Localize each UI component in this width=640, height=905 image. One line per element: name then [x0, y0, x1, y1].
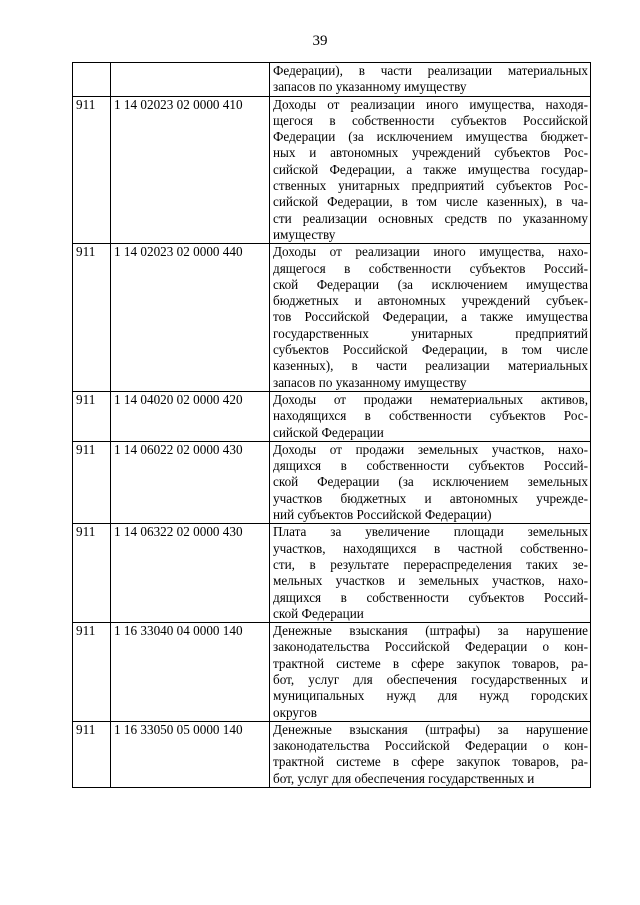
budget-classification-code-cell: 1 14 06022 02 0000 430	[111, 441, 270, 523]
description-line: Доходы от реализации иного имущества, находя-	[273, 96, 588, 112]
description-line: дящихся в собственности субъектов Россий-	[273, 589, 588, 605]
description-line: казенных), в части реализации материальных	[273, 358, 588, 374]
budget-classification-code-cell: 1 14 06322 02 0000 430	[111, 524, 270, 623]
budget-classification-code-cell: 1 14 04020 02 0000 420	[111, 391, 270, 441]
page-number: 39	[312, 33, 328, 49]
description-line: трактной системе в сфере закупок товаров, ра-	[273, 655, 588, 671]
revenue-description-cell	[270, 96, 591, 244]
description-line: дящихся в собственности субъектов Россий-	[273, 458, 588, 474]
description-line: Денежные взыскания (штрафы) за нарушение	[273, 623, 588, 639]
admin-code-cell: 911	[73, 721, 111, 787]
table-row	[73, 244, 591, 392]
description-line: запасов по указанному имуществу	[273, 79, 467, 95]
revenue-description-cell	[270, 391, 591, 441]
description-line: сти реализации основных средств по указанному	[273, 210, 588, 226]
description-line: округов	[273, 704, 317, 720]
description-line: тов Российской Федерации, а также имущества	[273, 309, 588, 325]
table-row	[73, 96, 591, 244]
description-line: имуществу	[273, 226, 336, 242]
description-line: законодательства Российской Федерации о кон-	[273, 639, 588, 655]
description-line: Федерации (за исключением имущества бюджет-	[273, 129, 588, 145]
table-row	[73, 441, 591, 523]
admin-code-cell: 911	[73, 244, 111, 392]
description-line: дящегося в собственности субъектов Россий-	[273, 260, 588, 276]
budget-classification-code-cell	[111, 63, 270, 97]
description-line: запасов по указанному имуществу	[273, 374, 467, 390]
revenue-description-cell	[270, 623, 591, 722]
admin-code-cell: 911	[73, 391, 111, 441]
description-line: муниципальных нужд для нужд городских	[273, 688, 588, 704]
description-line: участков, находящихся в частной собственно-	[273, 540, 588, 556]
description-line: ской Федерации	[273, 605, 364, 621]
admin-code-cell	[73, 63, 111, 97]
description-line: ний субъектов Российской Федерации)	[273, 507, 492, 523]
table-row	[73, 721, 591, 787]
budget-classification-code-cell: 1 14 02023 02 0000 440	[111, 244, 270, 392]
revenue-description-cell	[270, 524, 591, 623]
description-line: Доходы от реализации иного имущества, нахо-	[273, 244, 588, 260]
description-line: находящихся в собственности субъектов Рос-	[273, 408, 588, 424]
admin-code-cell: 911	[73, 96, 111, 244]
description-line: ственных унитарных предприятий субъектов Рос-	[273, 178, 588, 194]
description-line: Плата за увеличение площади земельных	[273, 524, 588, 540]
description-line: трактной системе в сфере закупок товаров, ра-	[273, 754, 588, 770]
description-line: Федерации), в части реализации материальных	[273, 63, 588, 78]
revenue-description-cell	[270, 441, 591, 523]
description-line: бюджетных и автономных учреждений субъек-	[273, 293, 588, 309]
table-row	[73, 524, 591, 623]
table-row	[73, 391, 591, 441]
description-line: бот, услуг для обеспечения государственных и	[273, 671, 588, 687]
description-line: Доходы от продажи земельных участков, нахо-	[273, 441, 588, 457]
table-body	[73, 63, 591, 788]
table-row	[73, 623, 591, 722]
budget-classification-code-cell: 1 16 33050 05 0000 140	[111, 721, 270, 787]
description-line: сти, в результате перераспределения таких зе-	[273, 556, 588, 572]
description-line: щегося в собственности субъектов Российской	[273, 112, 588, 128]
description-line: мельных участков и земельных участков, нахо-	[273, 573, 588, 589]
budget-classification-code-cell: 1 14 02023 02 0000 410	[111, 96, 270, 244]
description-line: участков бюджетных и автономных учрежде-	[273, 490, 588, 506]
revenue-description-cell	[270, 244, 591, 392]
description-line: Денежные взыскания (штрафы) за нарушение	[273, 721, 588, 737]
budget-revenue-table	[72, 62, 591, 788]
table-row	[73, 63, 591, 97]
description-line: ных и автономных учреждений субъектов Рос-	[273, 145, 588, 161]
revenue-description-cell	[270, 721, 591, 787]
description-line: законодательства Российской Федерации о кон-	[273, 738, 588, 754]
admin-code-cell: 911	[73, 623, 111, 722]
description-line: сийской Федерации, в том числе казенных), в ча-	[273, 194, 588, 210]
admin-code-cell: 911	[73, 441, 111, 523]
revenue-description-cell	[270, 63, 591, 97]
description-line: Доходы от продажи нематериальных активов,	[273, 391, 588, 407]
description-line: государственных унитарных предприятий	[273, 325, 588, 341]
description-line: субъектов Российской Федерации, в том числе	[273, 342, 588, 358]
admin-code-cell: 911	[73, 524, 111, 623]
budget-classification-code-cell: 1 16 33040 04 0000 140	[111, 623, 270, 722]
description-line: бот, услуг для обеспечения государственных и	[273, 770, 535, 786]
description-line: ской Федерации (за исключением имущества	[273, 276, 588, 292]
description-line: ской Федерации (за исключением земельных	[273, 474, 588, 490]
description-line: сийской Федерации, а также имущества государ-	[273, 161, 588, 177]
description-line: сийской Федерации	[273, 424, 384, 440]
